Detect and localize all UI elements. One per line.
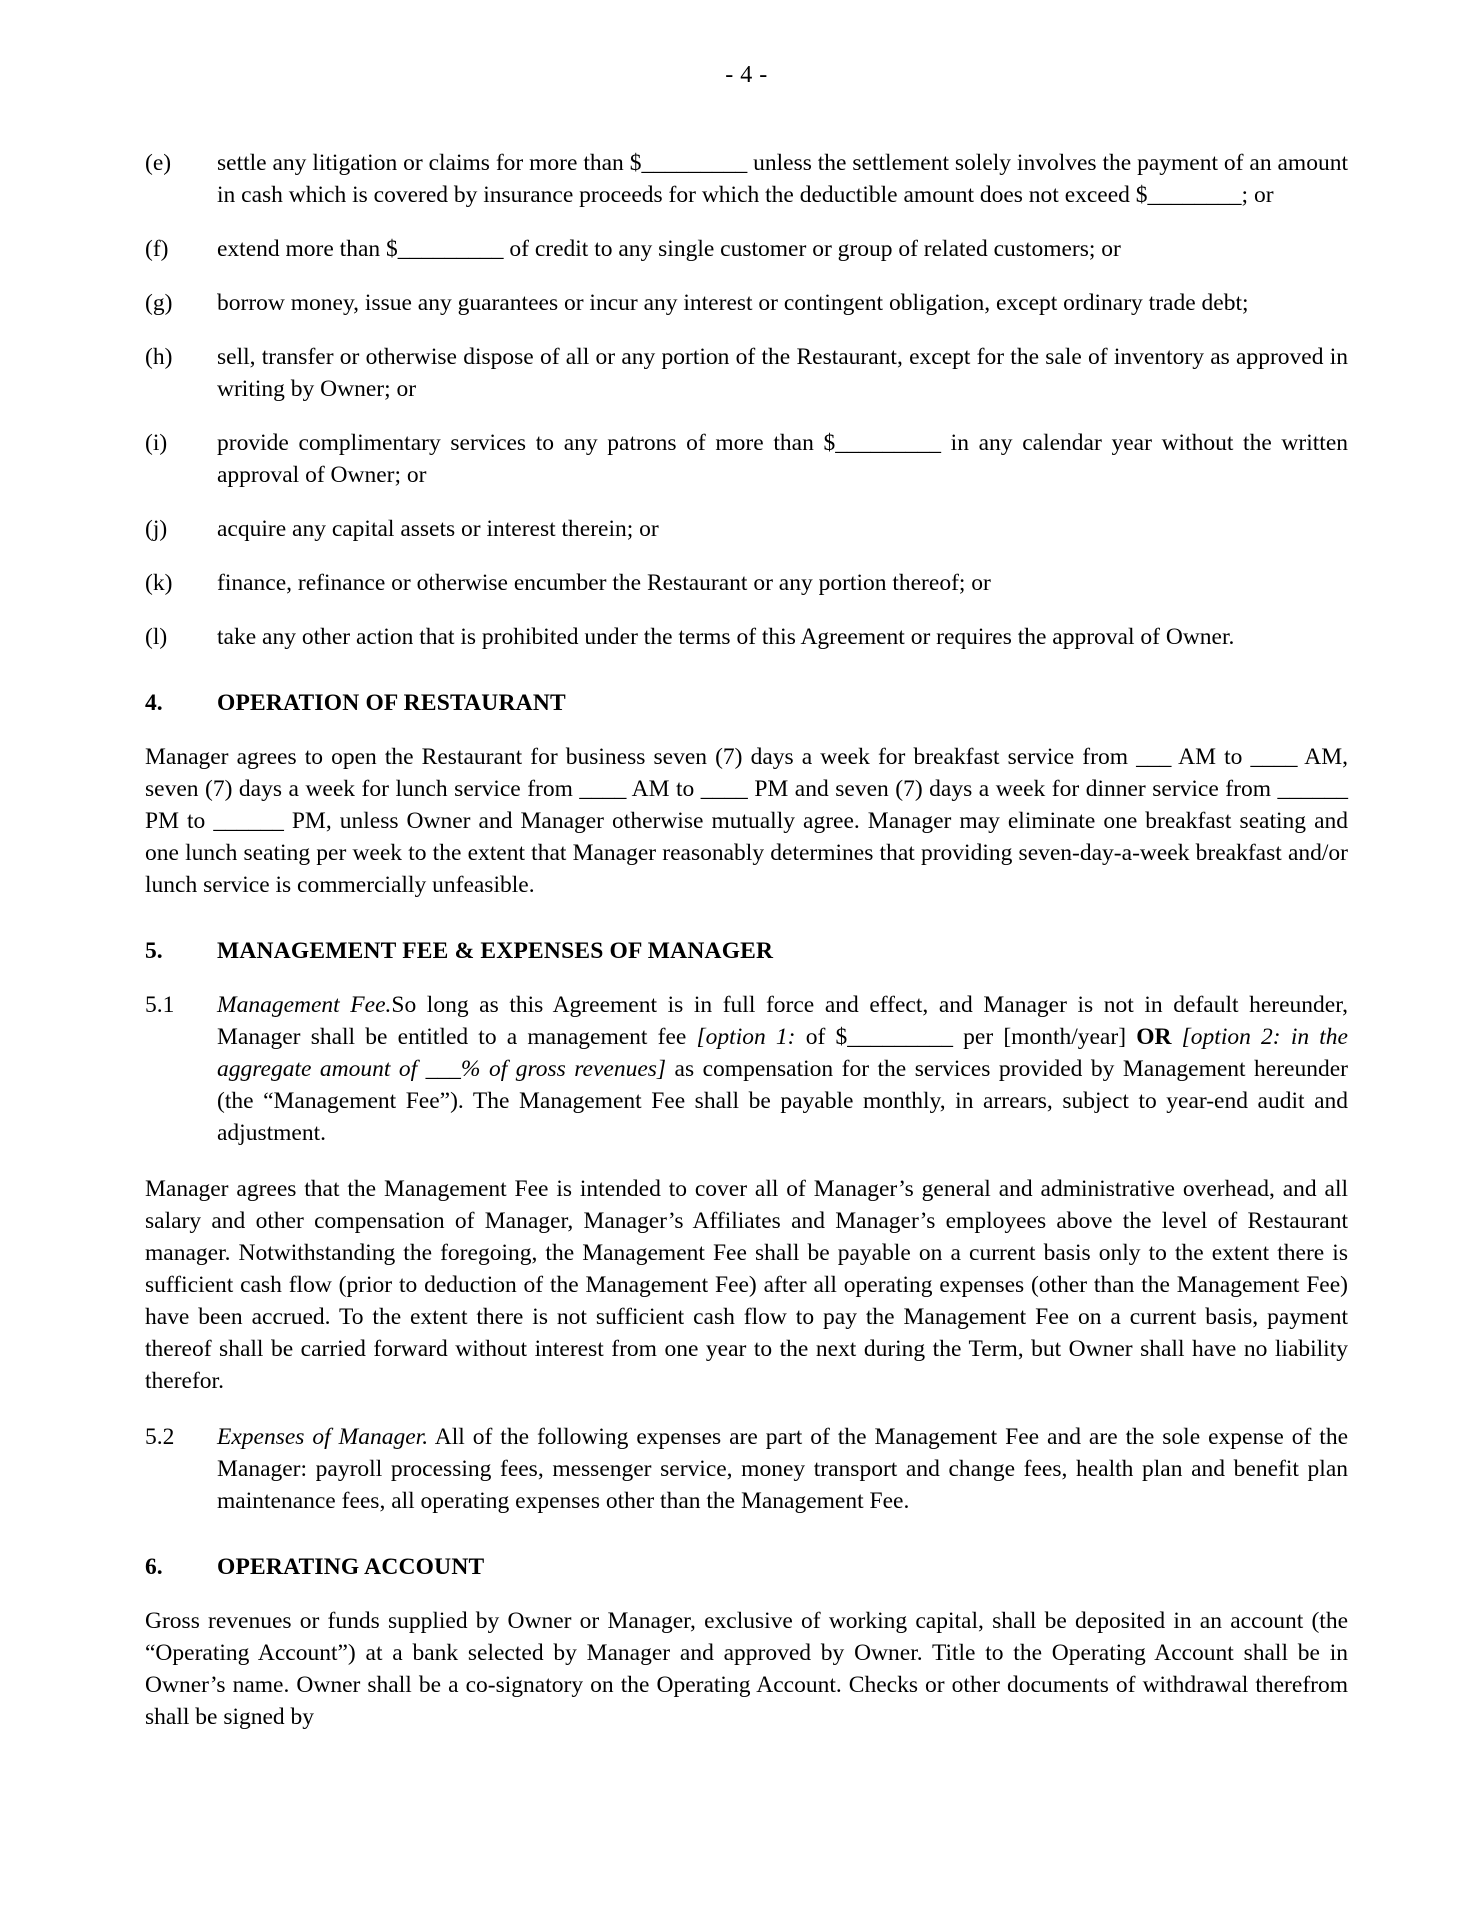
clause-f <box>145 233 1348 265</box>
section-heading-6 <box>145 1551 1348 1583</box>
option-2-label: [option 2: <box>1181 1024 1281 1050</box>
section-title: MANAGEMENT FEE & EXPENSES OF MANAGER <box>217 938 774 964</box>
page-number: - 4 - <box>725 62 768 88</box>
or-label: OR <box>1136 1024 1172 1050</box>
clause-label: (j) <box>145 516 168 542</box>
subsection-5-2 <box>145 1421 1348 1517</box>
clause-text: borrow money, issue any guarantees or incur any interest or contingent obligation, except ordinary trade debt; <box>217 290 1249 316</box>
subsection-title: Management Fee. <box>217 992 392 1018</box>
clause-text: settle any litigation or claims for more than $_________ unless the settlement solely involves the payment of an amount in cash which is covered by insurance proceeds for which the deductible amount does not exceed $________; or <box>217 150 1348 208</box>
text-run: of $_________ per [month/year] <box>795 1024 1137 1050</box>
clause-e <box>145 147 1348 211</box>
clause-label: (h) <box>145 344 173 370</box>
clause-h <box>145 341 1348 405</box>
section-heading-4 <box>145 687 1348 719</box>
option-2-text: in the aggregate amount of ___% of gross revenues] <box>217 1024 1348 1082</box>
subsection-text <box>217 989 1348 1149</box>
clause-label: (k) <box>145 570 173 596</box>
clause-i <box>145 427 1348 491</box>
clause-text: acquire any capital assets or interest therein; or <box>217 516 659 542</box>
section-6-paragraph: Gross revenues or funds supplied by Owner or Manager, exclusive of working capital, shall be deposited in an account (the “Operating Account”) at a bank selected by Manager and approved by Owner. Title to the Operating Account shall be in Owner’s name. Owner shall be a co-signatory on the Operating Account. Checks or other documents of withdrawal therefrom shall be signed by <box>145 1608 1348 1730</box>
section-title: OPERATING ACCOUNT <box>217 1554 485 1580</box>
clause-j <box>145 513 1348 545</box>
clause-k <box>145 567 1348 599</box>
section-number: 6. <box>145 1554 163 1580</box>
clause-text: sell, transfer or otherwise dispose of all or any portion of the Restaurant, except for the sale of inventory as approved in writing by Owner; or <box>217 344 1348 402</box>
clause-label: (f) <box>145 236 169 262</box>
subsection-5-1 <box>145 989 1348 1149</box>
text-run: So long as this Agreement is in full force and effect, and Manager is not in default hereunder, Manager shall be entitled to a management fee <box>217 992 1348 1050</box>
clause-label: (i) <box>145 430 168 456</box>
section-number: 5. <box>145 938 163 964</box>
clause-text: provide complimentary services to any patrons of more than $_________ in any calendar year without the written approval of Owner; or <box>217 430 1348 488</box>
section-4-paragraph: Manager agrees to open the Restaurant for business seven (7) days a week for breakfast service from ___ AM to ____ AM, seven (7) days a week for lunch service from ____ AM to ____ PM and seven (7) days a week for dinner service from ______ PM to ______ PM, unless Owner and Manager otherwise mutually agree. Manager may eliminate one breakfast seating and one lunch seating per week to the extent that Manager reasonably determines that providing seven-day-a-week breakfast and/or lunch service is commercially unfeasible. <box>145 744 1348 898</box>
section-5-paragraph-2: Manager agrees that the Management Fee is intended to cover all of Manager’s general and administrative overhead, and all salary and other compensation of Manager, Manager’s Affiliates and Manager’s employees above the level of Restaurant manager. Notwithstanding the foregoing, the Management Fee shall be payable on a current basis only to the extent there is sufficient cash flow (prior to deduction of the Management Fee) after all operating expenses (other than the Management Fee) have been accrued. To the extent there is not sufficient cash flow to pay the Management Fee on a current basis, payment thereof shall be carried forward without interest from one year to the next during the Term, but Owner shall have no liability therefor. <box>145 1176 1348 1394</box>
clause-text: take any other action that is prohibited under the terms of this Agreement or requires the approval of Owner. <box>217 624 1235 650</box>
option-1-label: [option 1: <box>696 1024 796 1050</box>
clause-text: finance, refinance or otherwise encumber the Restaurant or any portion thereof; or <box>217 570 991 596</box>
clause-label: (l) <box>145 624 168 650</box>
section-number: 4. <box>145 690 163 716</box>
subsection-title: Expenses of Manager. <box>217 1424 429 1450</box>
clause-text: extend more than $_________ of credit to any single customer or group of related customers; or <box>217 236 1121 262</box>
subsection-text <box>217 1421 1348 1517</box>
clause-label: (e) <box>145 150 172 176</box>
section-heading-5 <box>145 935 1348 967</box>
subsection-number: 5.1 <box>145 992 175 1018</box>
section-title: OPERATION OF RESTAURANT <box>217 690 566 716</box>
clause-label: (g) <box>145 290 173 316</box>
subsection-number: 5.2 <box>145 1424 175 1450</box>
clause-l <box>145 621 1348 653</box>
clause-g <box>145 287 1348 319</box>
text-run: All of the following expenses are part of the Management Fee and are the sole expense of the Manager: payroll processing fees, messenger service, money transport and change fees, health plan and benefit plan maintenance fees, all operating expenses other than the Management Fee. <box>217 1424 1348 1514</box>
text-run: as compensation for the services provided by Management hereunder (the “Management Fee”). The Management Fee shall be payable monthly, in arrears, subject to year-end audit and adjustment. <box>217 1056 1348 1146</box>
